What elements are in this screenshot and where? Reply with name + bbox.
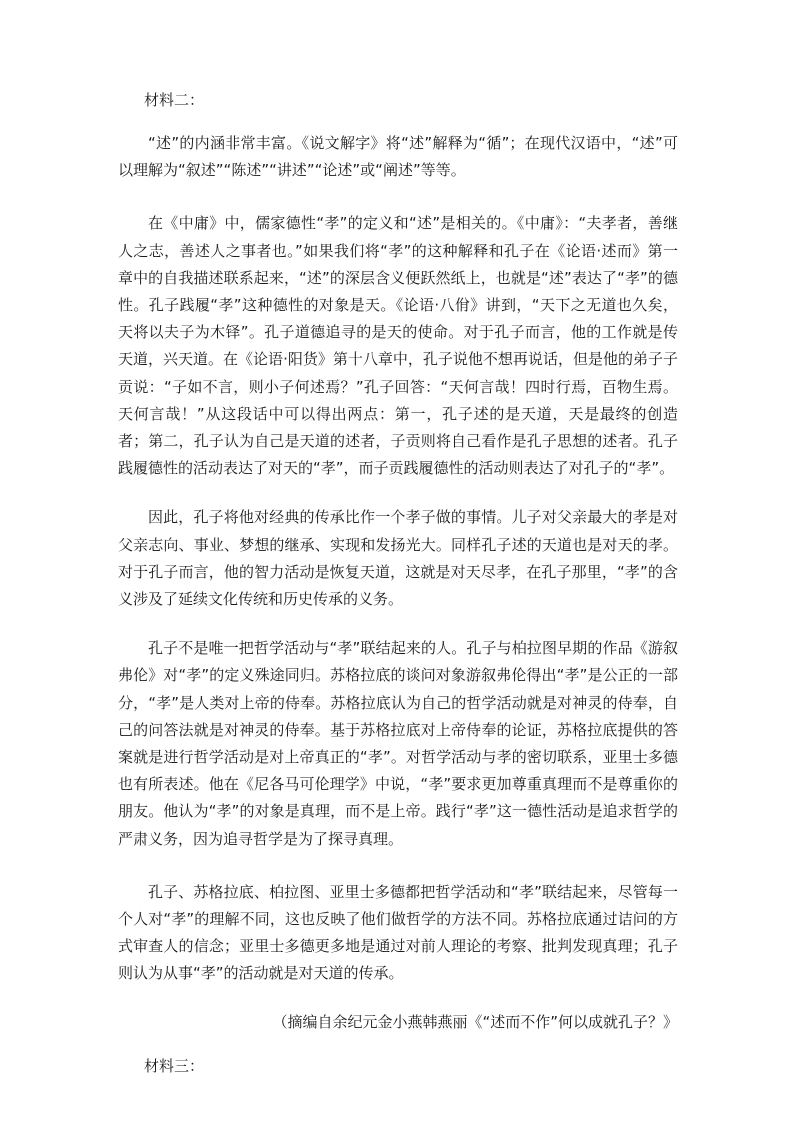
paragraph-5: 孔子、苏格拉底、柏拉图、亚里士多德都把哲学活动和“孝”联结起来，尽管每一个人对“孝”的理解不同，这也反映了他们做哲学的方法不同。苏格拉底通过诘问的方式审查人的信念；亚里士多德更多地是通过对前人理论的考察、批判发现真理；孔子则认为从事“孝”的活动就是对天道的传承。	[118, 882, 678, 983]
paragraph-2: 在《中庸》中，儒家德性“孝”的定义和“述”是相关的。《中庸》：“夫孝者，善继人之志，善述人之事者也。”如果我们将“孝”的这种解释和孔子在《论语·述而》第一章中的自我描述联系起来，“述”的深层含义便跃然纸上，也就是“述”表达了“孝”的德性。孔子践履“孝”这种德性的对象是天。《论语·八佾》讲到，“天下之无道也久矣，天将以夫子为木铎”。孔子道德追寻的是天的使命。对于孔子而言，他的工作就是传天道，兴天道。在《论语·阳货》第十八章中，孔子说他不想再说话，但是他的弟子子贡说：“子如不言，则小子何述焉？”孔子回答：“天何言哉！四时行焉，百物生焉。天何言哉！”从这段话中可以得出两点：第一，孔子述的是天道，天是最终的创造者；第二，孔子认为自己是天道的述者，子贡则将自己看作是孔子思想的述者。孔子践履德性的活动表达了对天的“孝”，而子贡践履德性的活动则表达了对孔子的“孝”。	[118, 214, 678, 478]
material-2-heading: 材料二：	[144, 91, 205, 109]
material-3-heading: 材料三：	[144, 1056, 205, 1075]
paragraph-3: 因此，孔子将他对经典的传承比作一个孝子做的事情。儿子对父亲最大的孝是对父亲志向、事业、梦想的继承、实现和发扬光大。同样孔子述的天道也是对天的孝。对于孔子而言，他的智力活动是恢复天道，这就是对天尽孝，在孔子那里，“孝”的含义涉及了延续文化传统和历史传承的义务。	[118, 508, 678, 609]
paragraph-4: 孔子不是唯一把哲学活动与“孝”联结起来的人。孔子与柏拉图早期的作品《游叙弗伦》对“孝”的定义殊途同归。苏格拉底的谈问对象游叙弗伦得出“孝”是公正的一部分，“孝”是人类对上帝的侍奉。苏格拉底认为自己的哲学活动就是对神灵的侍奉，自己的问答法就是对神灵的侍奉。基于苏格拉底对上帝侍奉的论证，苏格拉底提供的答案就是进行哲学活动是对上帝真正的“孝”。对哲学活动与孝的密切联系，亚里士多德也有所表述。他在《尼各马可伦理学》中说，“孝”要求更加尊重真理而不是尊重你的朋友。他认为“孝”的对象是真理，而不是上帝。践行“孝”这一德性活动是追求哲学的严肃义务，因为追寻哲学是为了探寻真理。	[118, 639, 678, 848]
document-page	[118, 88, 678, 1078]
source-citation: （摘编自余纪元金小燕韩燕丽《“述而不作”何以成就孔子？》	[272, 1012, 678, 1031]
paragraph-1: “述”的内涵非常丰富。《说文解字》将“述”解释为“循”；在现代汉语中，“述”可以理解为“叙述”“陈述”“讲述”“论述”或“阐述”等等。	[118, 134, 678, 180]
